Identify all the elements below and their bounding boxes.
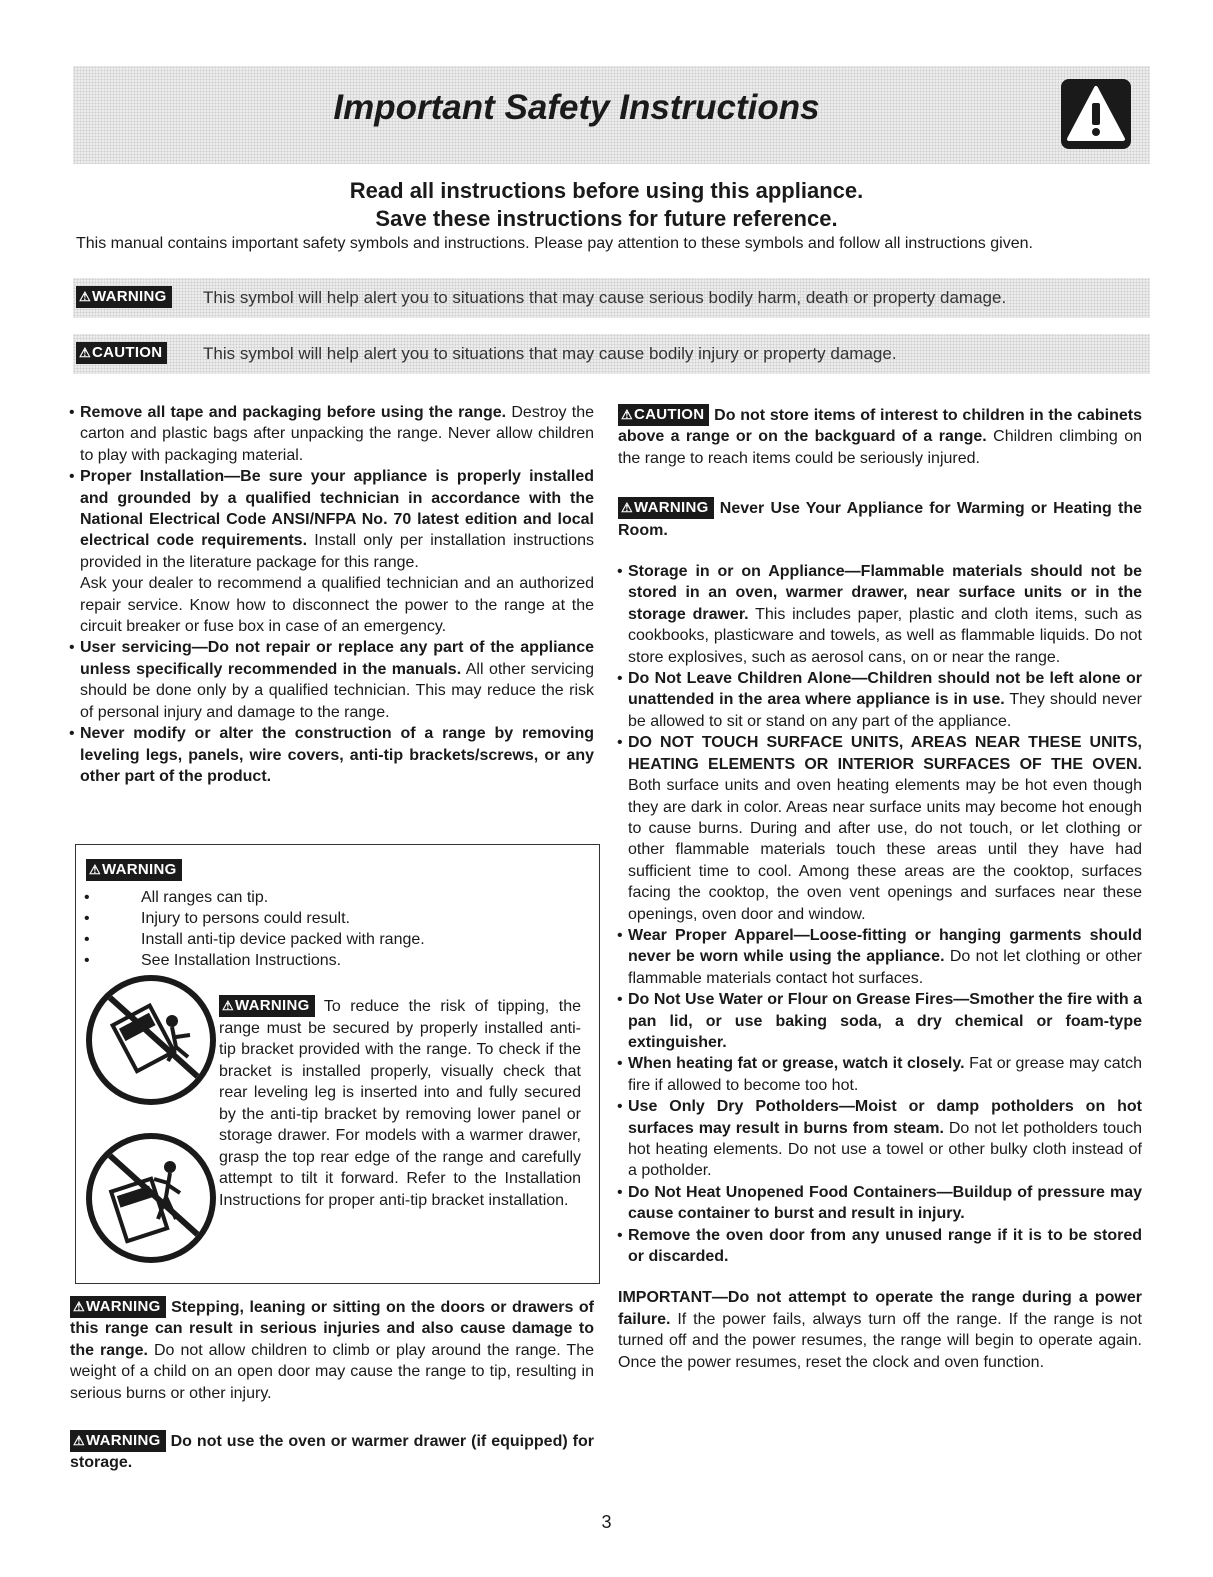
alert-icon: ⚠: [89, 862, 101, 877]
list-item: • When heating fat or grease, watch it closely. Fat or grease may catch fire if allowed to become too hot.: [618, 1053, 1142, 1096]
list-item: • See Installation Instructions.: [76, 950, 576, 971]
tip-instructions: ⚠WARNING To reduce the risk of tipping, the range must be secured by properly installed anti-tip bracket provided with the range. To check if the bracket is installed properly, visually check that rear leveling leg is inserted into and fully secured by the anti-tip bracket by removing lower panel or storage drawer. For models with a warmer drawer, grasp the top rear edge of the range and carefully attempt to tilt it forward. Refer to the Installation Instructions for proper anti-tip bracket installation.: [219, 997, 582, 1209]
alert-icon: ⚠: [621, 407, 633, 422]
list-item: • Remove all tape and packaging before using the range. Destroy the carton and plastic bags after unpacking the range. Never allow children to play with packaging material.: [70, 402, 594, 466]
list-item: • Use Only Dry Potholders—Moist or damp potholders on hot surfaces may result in burns from steam. Do not let potholders touch hot heating elements. Do not use a towel or other bulky cloth instead of a potholder.: [618, 1096, 1142, 1182]
warning-label: ⚠WARNING: [70, 1296, 166, 1318]
warning-label: ⚠WARNING: [76, 286, 172, 308]
list-item: • Never modify or alter the construction of a range by removing leveling legs, panels, wire covers, anti-tip brackets/screws, or any other part of the product.: [70, 723, 594, 787]
paragraph: ⚠WARNING Never Use Your Appliance for Warming or Heating the Room.: [618, 499, 1142, 539]
paragraph: IMPORTANT—Do not attempt to operate the range during a power failure. If the power fails, always turn off the range. If the range is not turned off and the power resumes, the range will begin to operate again. Once the power resumes, reset the clock and oven function.: [618, 1289, 1142, 1371]
page-title: Important Safety Instructions: [333, 88, 820, 127]
right-column: [618, 404, 1142, 1373]
range-tipping-prohibited-icon: [86, 975, 216, 1105]
alert-icon: ⚠: [79, 289, 91, 304]
page-header: [73, 66, 1150, 164]
caution-symbol-band: [73, 334, 1150, 374]
list-item: • User servicing—Do not repair or replace any part of the appliance unless specifically recommended in the manuals. All other servicing should be done only by a qualified technician. This may reduce the risk of personal injury and damage to the range.: [70, 637, 594, 723]
list-item: • Remove the oven door from any unused range if it is to be stored or discarded.: [618, 1225, 1142, 1268]
list-item: • DO NOT TOUCH SURFACE UNITS, AREAS NEAR THESE UNITS, HEATING ELEMENTS OR INTERIOR SURFACES OF THE OVEN. Both surface units and oven heating elements may be hot even though they are dark in color. Areas near surface units may become hot enough to cause burns. During and after use, do not touch, or let clothing or other flammable materials touch these areas until they have had sufficient time to cool. Among these areas are the cooktop, surfaces facing the cooktop, the oven vent openings and surfaces near these openings, oven door and window.: [618, 732, 1142, 925]
warning-symbol-band: [73, 278, 1150, 318]
left-column: [70, 402, 594, 787]
list-item: • Install anti-tip device packed with range.: [76, 929, 576, 950]
left-bottom-warnings: [70, 1296, 594, 1474]
warning-label: ⚠WARNING: [219, 995, 315, 1017]
child-climbing-prohibited-icon: [86, 1133, 216, 1263]
caution-symbol-text: This symbol will help alert you to situations that may cause bodily injury or property damage.: [203, 344, 897, 363]
warning-label: ⚠WARNING: [86, 859, 182, 881]
list-item: • Do Not Use Water or Flour on Grease Fires—Smother the fire with a pan lid, or use baking soda, a dry chemical or foam-type extinguisher.: [618, 989, 1142, 1053]
list-item: • All ranges can tip.: [76, 887, 576, 908]
subtitle-line-2: Save these instructions for future reference.: [375, 206, 838, 231]
page-number: 3: [601, 1512, 612, 1532]
list-item: • Storage in or on Appliance—Flammable materials should not be stored in an oven, warmer drawer, near surface units or in the storage drawer. This includes paper, plastic and cloth items, such as cookbooks, plasticware and towels, as well as flammable liquids. Do not store explosives, such as aerosol cans, on or near the range.: [618, 561, 1142, 668]
warning-label: ⚠WARNING: [618, 497, 714, 519]
anti-tip-warning-box: [75, 844, 600, 1284]
paragraph: ⚠WARNING Stepping, leaning or sitting on the doors or drawers of this range can result in serious injuries and also cause damage to the range. Do not allow children to climb or play around the range. The weight of a child on an open door may cause the range to tip, resulting in serious burns or other injury.: [70, 1298, 595, 1402]
caution-label: ⚠CAUTION: [76, 342, 167, 364]
tip-warning-list: [76, 887, 576, 971]
list-item: • Do Not Leave Children Alone—Children should not be left alone or unattended in the area where appliance is in use. They should never be allowed to sit or stand on any part of the appliance.: [618, 668, 1142, 732]
warning-label: ⚠WARNING: [70, 1430, 166, 1452]
paragraph: Ask your dealer to recommend a qualified technician and an authorized repair service. Know how to disconnect the power to the range at the circuit breaker or fuse box in case of an emergency.: [80, 575, 594, 636]
paragraph: ⚠WARNING Do not use the oven or warmer drawer (if equipped) for storage.: [70, 1432, 595, 1472]
warning-symbol-text: This symbol will help alert you to situations that may cause serious bodily harm, death or property damage.: [203, 288, 1007, 307]
alert-icon: ⚠: [79, 345, 91, 360]
subtitle-line-1: Read all instructions before using this appliance.: [349, 178, 864, 203]
list-item: • Proper Installation—Be sure your appliance is properly installed and grounded by a qualified technician in accordance with the National Electrical Code ANSI/NFPA No. 70 latest edition and local electrical code requirements. Install only per installation instructions provided in the literature package for this range.: [70, 466, 594, 573]
list-item: • Wear Proper Apparel—Loose-fitting or hanging garments should never be worn while using the appliance. Do not let clothing or other flammable materials contact hot surfaces.: [618, 925, 1142, 989]
caution-label: ⚠CAUTION: [618, 404, 709, 426]
warning-triangle-icon: [1061, 79, 1131, 149]
list-item: • Do Not Heat Unopened Food Containers—Buildup of pressure may cause container to burst and result in injury.: [618, 1182, 1142, 1225]
list-item: • Injury to persons could result.: [76, 908, 576, 929]
paragraph: ⚠CAUTION Do not store items of interest to children in the cabinets above a range or on the backguard of a range. Children climbing on the range to reach items could be seriously injured.: [618, 406, 1143, 467]
alert-icon: ⚠: [222, 998, 234, 1013]
intro-text: This manual contains important safety symbols and instructions. Please pay attention to these symbols and follow all instructions given.: [76, 235, 1033, 252]
alert-icon: ⚠: [73, 1433, 85, 1449]
alert-icon: ⚠: [73, 1299, 85, 1314]
alert-icon: ⚠: [621, 500, 633, 516]
